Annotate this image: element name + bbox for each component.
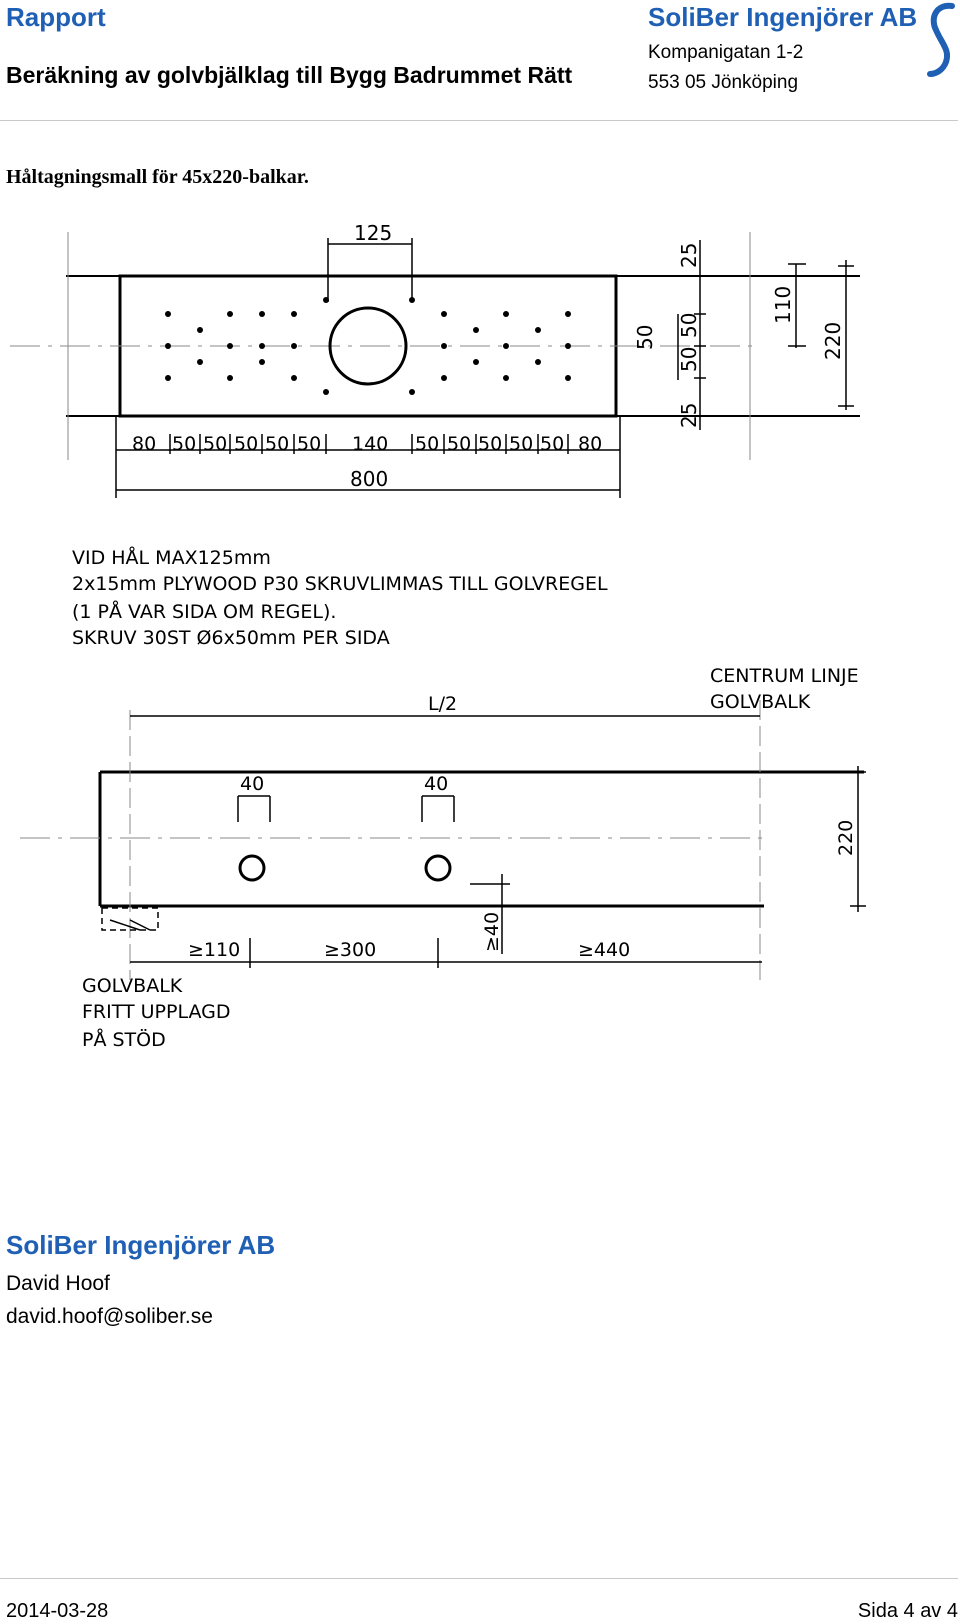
footer-page-number: Sida 4 av 4 xyxy=(857,1600,958,1622)
note-line-4: SKRUV 30ST Ø6x50mm PER SIDA xyxy=(72,627,390,649)
bottom-dim-label: 80 xyxy=(132,433,157,455)
centrum-label-line-1: CENTRUM LINJE xyxy=(710,665,859,687)
dim-25-bottom: 25 xyxy=(677,402,701,428)
footer-contact-email[interactable]: david.hoof@soliber.se xyxy=(6,1305,213,1328)
dim-ge300: ≥300 xyxy=(324,939,377,961)
bottom-dim-label: 50 xyxy=(540,433,565,455)
bottom-hole-left xyxy=(240,856,264,880)
soliber-s-logo-icon xyxy=(926,0,960,80)
bottom-dim-label: 140 xyxy=(352,433,389,455)
dim-110: 110 xyxy=(771,285,795,324)
dim-50-a: 50 xyxy=(677,312,701,338)
bottom-dim-label: 50 xyxy=(203,433,228,455)
bottom-dim-label: 50 xyxy=(172,433,197,455)
bottom-dim-label: 50 xyxy=(447,433,472,455)
dim-half-length: L/2 xyxy=(428,693,458,715)
dim-40-left: 40 xyxy=(240,773,265,795)
note-line-3: (1 PÅ VAR SIDA OM REGEL). xyxy=(72,601,337,623)
section-title: Håltagningsmall för 45x220-balkar. xyxy=(6,166,309,188)
top-bottom-dim-labels xyxy=(132,433,602,455)
header-divider xyxy=(0,120,958,121)
dim-50-b: 50 xyxy=(677,346,701,372)
support-label-line-2: FRITT UPPLAGD xyxy=(82,1001,231,1023)
dim-125: 125 xyxy=(354,221,393,245)
dim-ge440: ≥440 xyxy=(578,939,631,961)
dim-50-center: 50 xyxy=(633,324,657,350)
dim-220-top: 220 xyxy=(821,321,845,360)
footer-company-name: SoliBer Ingenjörer AB xyxy=(6,1230,276,1260)
bottom-beam-outline xyxy=(20,700,864,980)
note-line-1: VID HÅL MAX125mm xyxy=(72,547,271,569)
dim-ge110: ≥110 xyxy=(188,939,241,961)
technical-drawing xyxy=(0,220,960,1100)
dim-ge40: ≥40 xyxy=(481,911,503,952)
header-document-title: Beräkning av golvbjälklag till Bygg Badrummet Rätt xyxy=(6,62,573,88)
dim-220-bottom: 220 xyxy=(835,819,857,856)
bottom-hole-right xyxy=(426,856,450,880)
footer-divider xyxy=(0,1578,958,1579)
note-line-2: 2x15mm PLYWOOD P30 SKRUVLIMMAS TILL GOLVREGEL xyxy=(72,573,608,595)
bottom-dim-label: 50 xyxy=(509,433,534,455)
bottom-dim-label: 50 xyxy=(265,433,290,455)
footer-date: 2014-03-28 xyxy=(6,1600,109,1622)
bottom-dim-label: 80 xyxy=(578,433,603,455)
support-label-line-3: PÅ STÖD xyxy=(82,1029,166,1051)
bottom-dim-label: 50 xyxy=(234,433,259,455)
dim-25-top: 25 xyxy=(677,242,701,268)
header-address-street: Kompanigatan 1-2 xyxy=(648,42,804,63)
header-address-city: 553 05 Jönköping xyxy=(648,72,799,93)
bottom-dim-label: 50 xyxy=(415,433,440,455)
top-beam-outline xyxy=(10,232,860,460)
dim-800: 800 xyxy=(350,467,389,491)
footer-contact-name: David Hoof xyxy=(6,1272,110,1295)
dim-40-right: 40 xyxy=(424,773,449,795)
header-company-name: SoliBer Ingenjörer AB xyxy=(648,2,918,32)
bottom-dim-label: 50 xyxy=(478,433,503,455)
centrum-label-line-2: GOLVBALK xyxy=(710,691,811,713)
bottom-dim-label: 50 xyxy=(297,433,322,455)
header-report-label: Rapport xyxy=(6,2,106,32)
support-label-line-1: GOLVBALK xyxy=(82,975,183,997)
